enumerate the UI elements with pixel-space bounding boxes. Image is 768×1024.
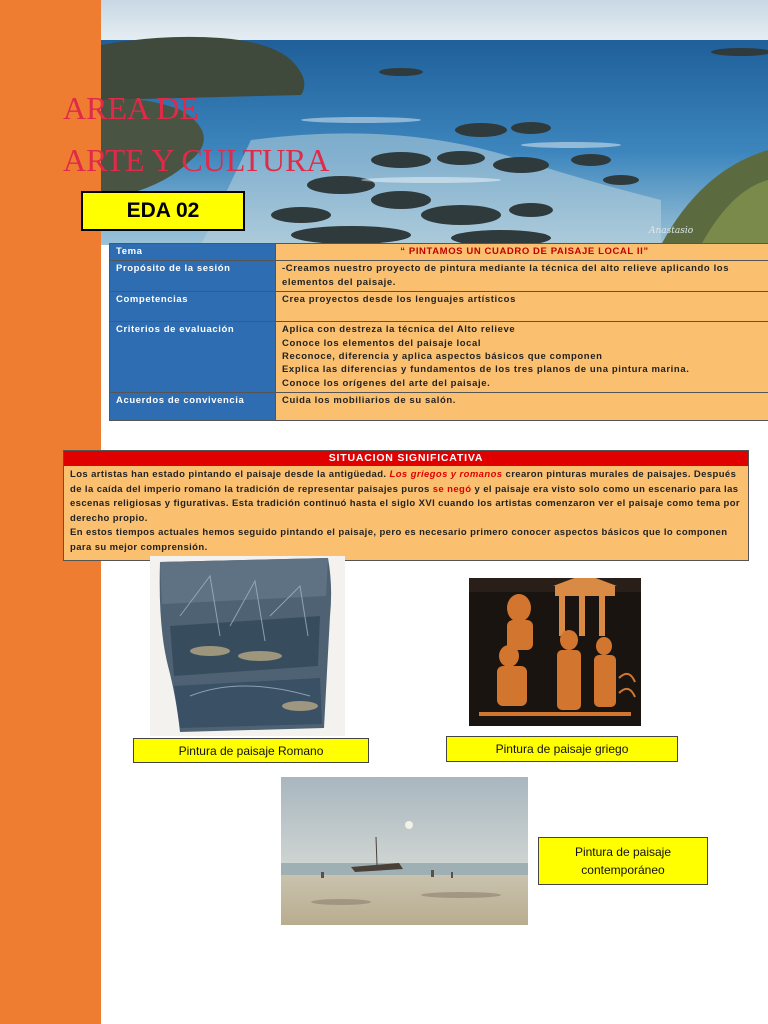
row-value-list	[276, 322, 768, 393]
row-value: Crea proyectos desde los lenguajes artísticos	[276, 292, 768, 322]
table-row-proposito	[110, 261, 768, 292]
situacion-highlight: Los griegos y romanos	[389, 469, 503, 480]
situacion-text: Los artistas han estado pintando el paisaje desde la antigüedad.	[70, 469, 390, 480]
roman-painting-image	[150, 556, 345, 736]
criterio-line: Conoce los orígenes del arte del paisaje.	[282, 377, 491, 389]
table-row-criterios	[110, 322, 768, 393]
row-key: Criterios de evaluación	[110, 322, 276, 393]
row-key: Acuerdos de convivencia	[110, 393, 276, 421]
contemporary-painting-image	[281, 777, 528, 925]
situacion-text: y el paisaje era visto solo como un escenario para las escenas religiosas y figurativas. Esta tradición continuó hasta el siglo XVI cuando los artistas comenzaron ver el paisaje como tema por derecho propio.	[70, 483, 740, 524]
situacion-title: SITUACION SIGNIFICATIVA	[64, 451, 748, 466]
situacion-paragraph-2: En estos tiempos actuales hemos seguido pintando el paisaje, pero es necesario primero conocer aspectos básicos que lo componen para su mejor comprensión.	[70, 527, 728, 553]
situacion-body	[64, 466, 748, 560]
criterio-line: Aplica con destreza la técnica del Alto relieve	[282, 324, 516, 336]
row-value: Cuida los mobiliarios de su salón.	[276, 393, 768, 421]
row-key: Propósito de la sesión	[110, 261, 276, 292]
contemporary-painting-caption: Pintura de paisaje contemporáneo	[538, 837, 708, 885]
row-key: Competencias	[110, 292, 276, 322]
area-title: AREA DE ARTE Y CULTURA	[63, 90, 330, 178]
session-info-table	[109, 243, 768, 421]
criterio-line: Reconoce, diferencia y aplica aspectos básicos que componen	[282, 351, 603, 363]
situacion-text: crearon pinturas murales de paisajes. Después de la caída del imperio romano la tradición de representar paisajes puros	[70, 469, 737, 495]
row-value: “ PINTAMOS UN CUADRO DE PAISAJE LOCAL II”	[276, 244, 768, 261]
table-row-competencias	[110, 292, 768, 322]
criterio-line: Conoce los elementos del paisaje local	[282, 337, 482, 349]
hero-signature: Anastasio	[649, 226, 694, 236]
eda-badge: EDA 02	[81, 191, 245, 231]
row-value: -Creamos nuestro proyecto de pintura mediante la técnica del alto relieve aplicando los elementos del paisaje.	[276, 261, 768, 292]
row-key: Tema	[110, 244, 276, 261]
situacion-significativa-box	[63, 450, 749, 561]
situacion-red-text: se negó	[432, 483, 472, 495]
table-row-tema	[110, 244, 768, 261]
greek-painting-image	[469, 578, 641, 726]
table-row-acuerdos	[110, 393, 768, 421]
greek-painting-caption: Pintura de paisaje griego	[446, 736, 678, 762]
criterio-line: Explica las diferencias y fundamentos de los tres planos de una pintura marina.	[282, 364, 690, 376]
roman-painting-caption: Pintura de paisaje Romano	[133, 738, 369, 763]
